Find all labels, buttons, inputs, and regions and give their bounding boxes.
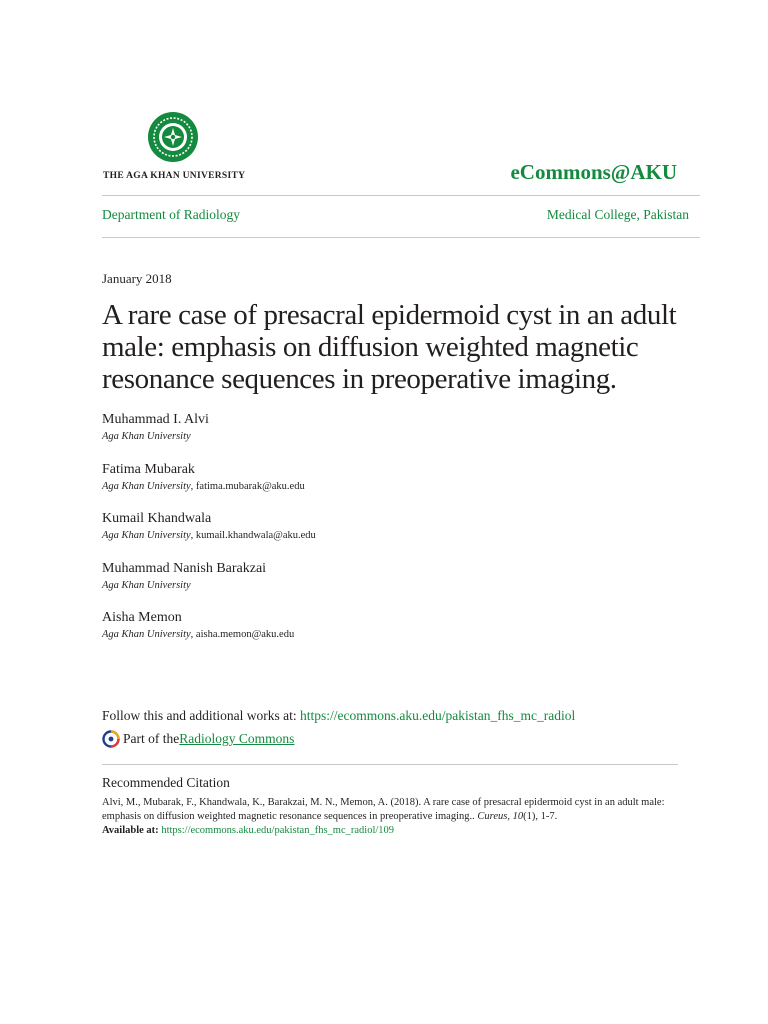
available-at-label: Available at:: [102, 825, 162, 836]
citation-issue-pages: (1), 1-7.: [523, 811, 558, 822]
author-institution: Aga Khan University: [102, 431, 191, 442]
follow-line: [102, 708, 575, 724]
part-of-line: [102, 730, 294, 748]
author-institution: Aga Khan University: [102, 579, 191, 591]
author-entry: [102, 461, 702, 511]
author-affiliation: [102, 479, 702, 494]
author-institution: Aga Khan University: [102, 480, 191, 492]
author-email: , aisha.memon@aku.edu: [190, 629, 295, 640]
citation-divider: [102, 764, 678, 765]
author-affiliation: [102, 627, 702, 642]
citation-url-link[interactable]: https://ecommons.aku.edu/pakistan_fhs_mc_radiol/109: [161, 825, 395, 836]
aga-khan-university-logo-icon: [147, 111, 199, 163]
author-name: Aisha Memon: [102, 610, 182, 625]
ecommons-link[interactable]: eCommons@AKU: [510, 160, 677, 184]
author-name: Muhammad I. Alvi: [102, 412, 209, 427]
publication-date: January 2018: [102, 271, 172, 286]
author-list: [102, 411, 702, 659]
author-name: Fatima Mubarak: [102, 461, 195, 477]
author-institution: Aga Khan University: [102, 629, 191, 640]
citation-journal: Cureus, 10: [477, 811, 524, 822]
author-email: , fatima.mubarak@aku.edu: [190, 480, 305, 492]
author-email: , kumail.khandwala@aku.edu: [190, 530, 316, 541]
paper-title: A rare case of presacral epidermoid cyst in an adult male: emphasis on diffusion weighted magnetic resonance sequences in preoperative imaging.: [102, 299, 677, 395]
author-entry: [102, 560, 702, 610]
author-entry: [102, 411, 702, 461]
radiology-commons-link[interactable]: Radiology Commons: [179, 731, 295, 746]
citation-heading: Recommended Citation: [102, 775, 230, 790]
author-affiliation: [102, 528, 702, 543]
university-name: THE AGA KHAN UNIVERSITY: [103, 171, 246, 181]
citation-text: [102, 796, 702, 838]
author-affiliation: [102, 578, 702, 593]
author-institution: Aga Khan University: [102, 530, 191, 541]
collection-url-link[interactable]: https://ecommons.aku.edu/pakistan_fhs_mc_radiol: [300, 708, 576, 723]
author-name: Muhammad Nanish Barakzai: [102, 560, 267, 576]
department-link[interactable]: Department of Radiology: [102, 207, 240, 222]
follow-label: Follow this and additional works at:: [102, 708, 300, 723]
author-name: Kumail Khandwala: [102, 511, 212, 526]
department-divider: [102, 237, 700, 238]
header-divider: [102, 195, 700, 196]
author-entry: [102, 609, 702, 659]
citation-main: Alvi, M., Mubarak, F., Khandwala, K., Barakzai, M. N., Memon, A. (2018). A rare case of presacral epidermoid cyst in an adult male: emphasis on diffusion weighted magnetic resonance sequences in preoperative imaging..: [102, 797, 665, 822]
author-entry: [102, 510, 702, 560]
college-link[interactable]: Medical College, Pakistan: [546, 207, 689, 222]
part-of-label: Part of the: [123, 731, 180, 746]
author-affiliation: [102, 429, 702, 444]
network-commons-icon: [102, 730, 120, 748]
